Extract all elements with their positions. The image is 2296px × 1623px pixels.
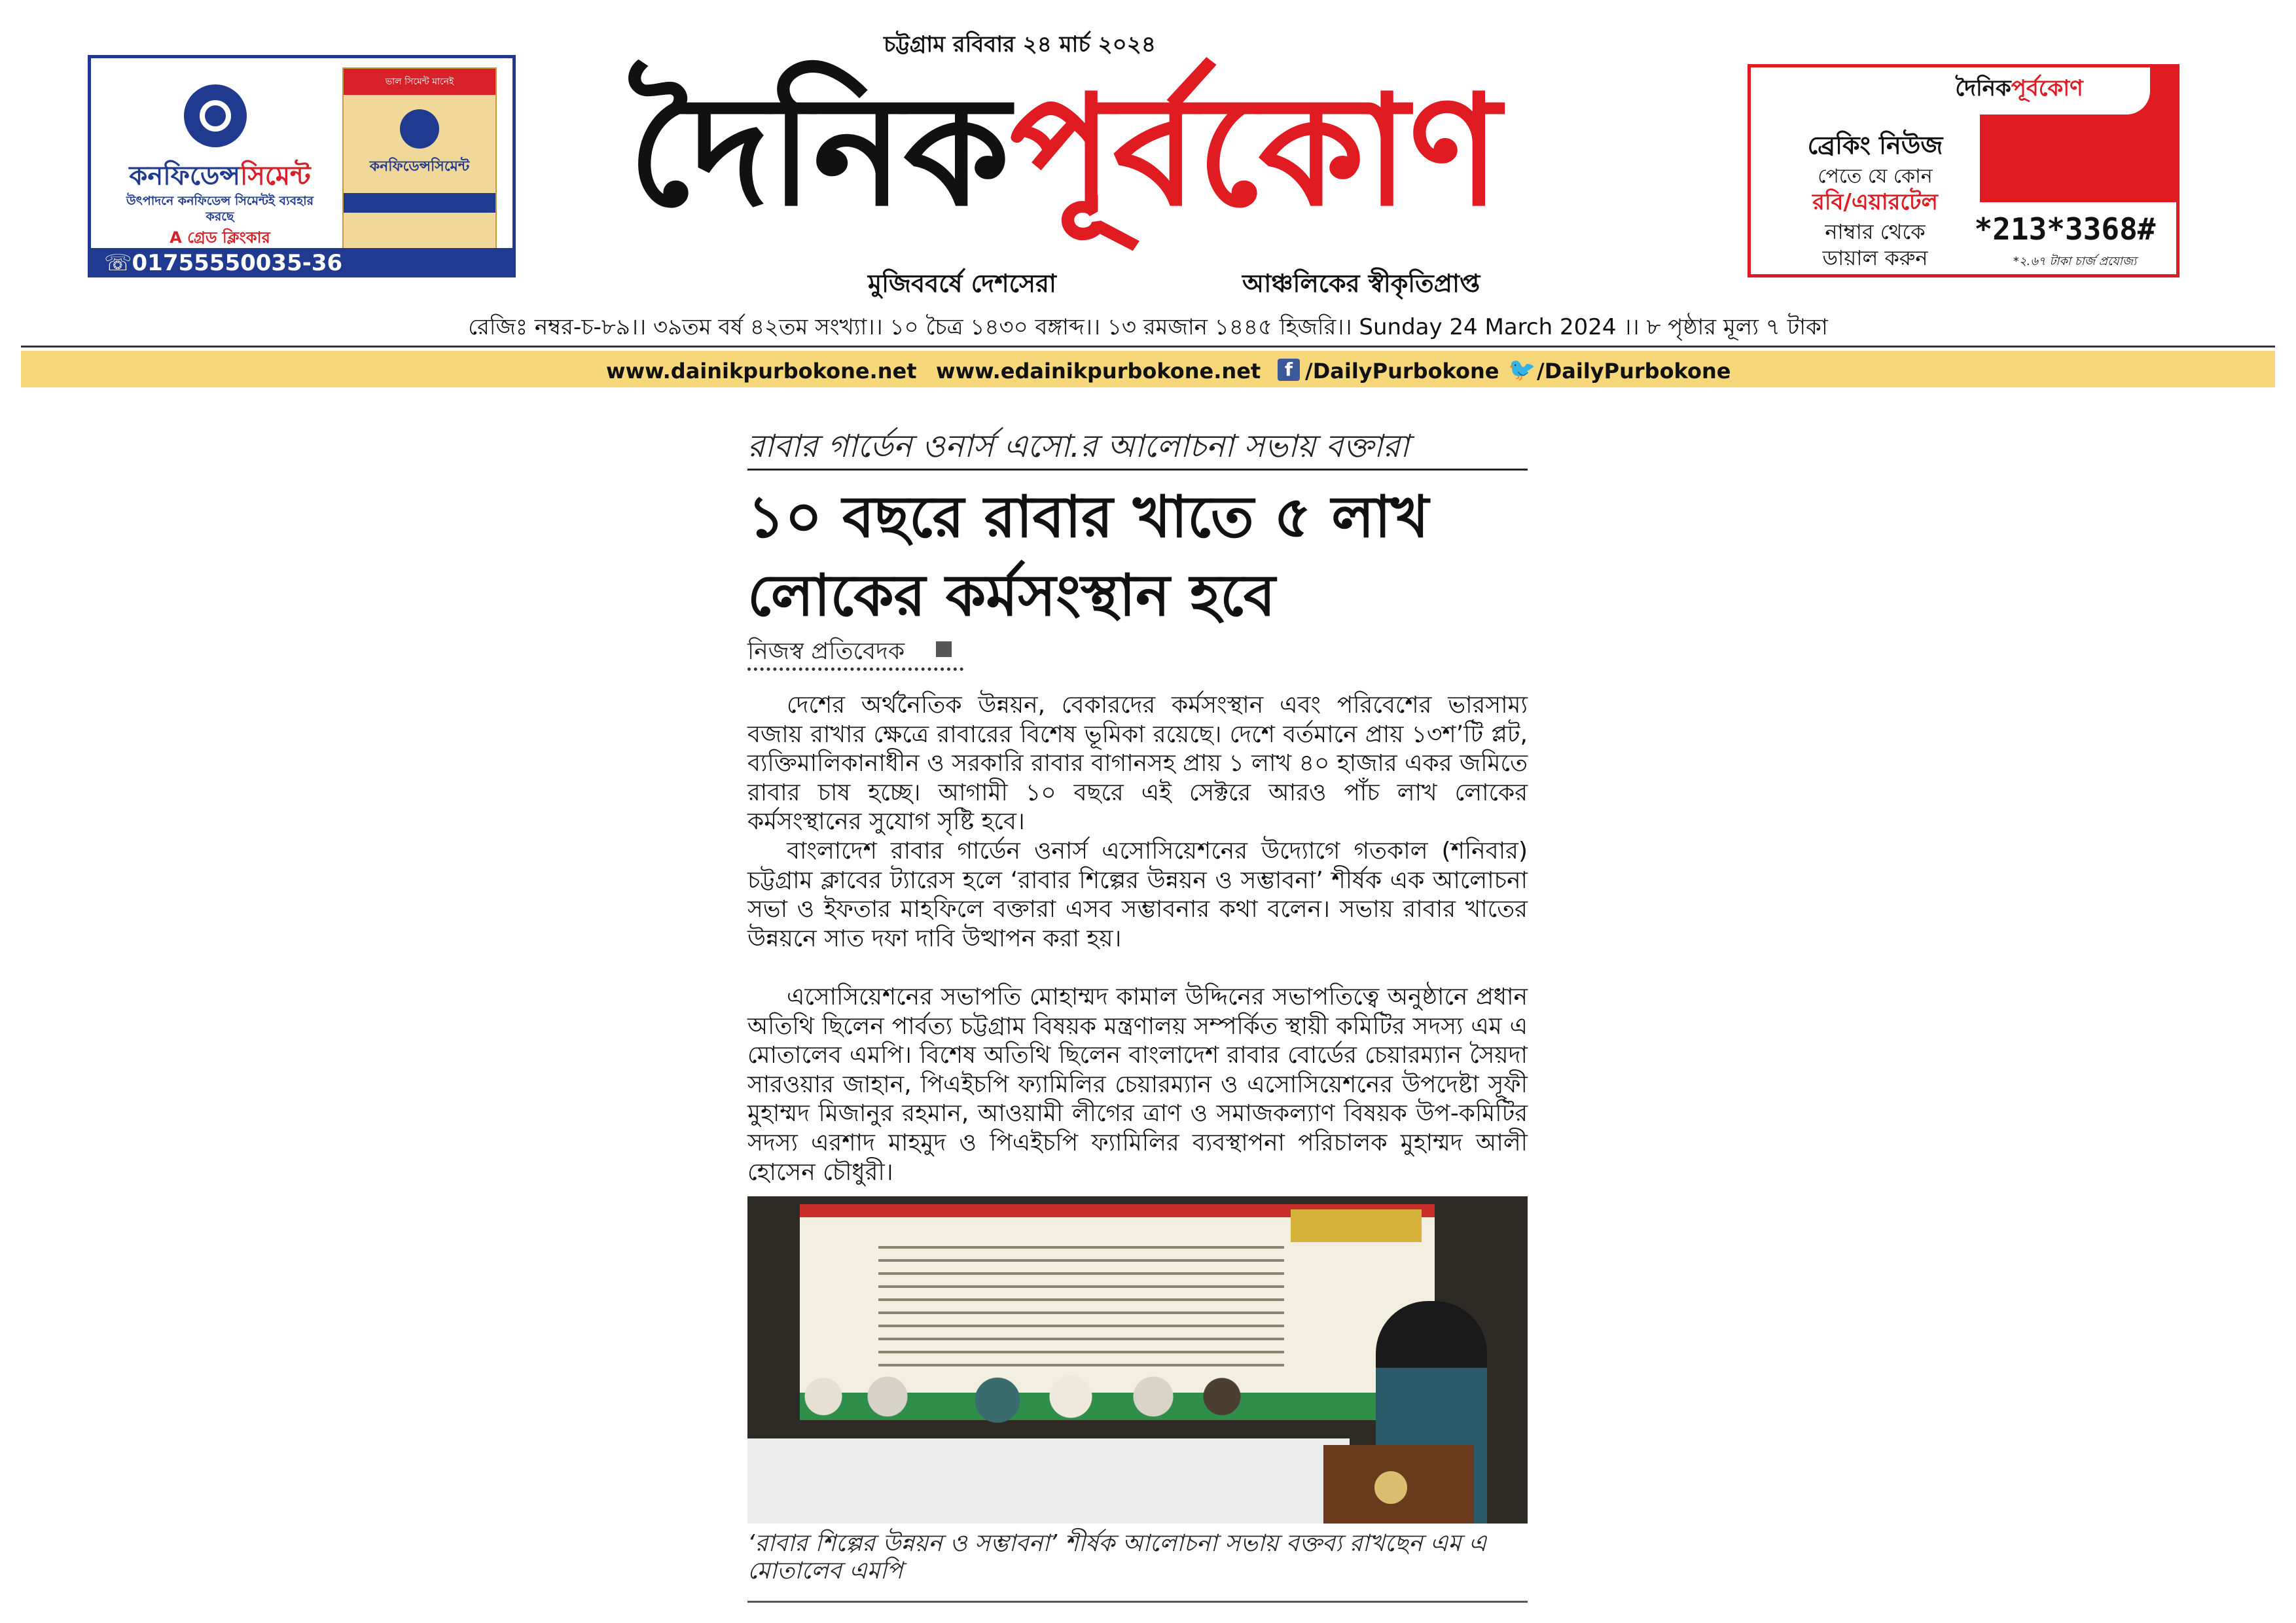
title-red: পূর্বকোণ (1009, 61, 1501, 240)
epaper-link[interactable]: www.edainikpurbokone.net (936, 359, 1261, 383)
head-table (747, 1438, 1350, 1524)
bag-logo-icon (400, 109, 439, 149)
bag-band (344, 193, 495, 213)
divider (21, 346, 2275, 348)
bag-top-text: ভাল সিমেন্ট মানেই (344, 69, 495, 95)
ad-charge-note: *২.৬৭ টাকা চার্জ প্রযোজ্য (2013, 255, 2137, 268)
ad-phone: ☏01755550035-36 (91, 248, 512, 277)
article-headline[interactable]: ১০ বছরে রাবার খাতে ৫ লাখ লোকের কর্মসংস্থান হবে (747, 483, 1429, 629)
seated-guests (787, 1368, 1245, 1440)
breaking-news-advertisement[interactable] (1748, 64, 2179, 277)
newspaper-title[interactable] (628, 52, 1649, 249)
twitter-icon[interactable]: 🐦 (1508, 357, 1536, 383)
article-paragraph: দেশের অর্থনৈতিক উন্নয়ন, বেকারদের কর্মসংস্থান এবং পরিবেশের ভারসাম্য বজায় রাখার ক্ষেত্রে রাবারের বিশেষ ভূমিকা রয়েছে। দেশে বর্তমানে প্রায় ১৩শ’টি প্লট, ব্যক্তিমালিকানাধীন ও সরকারি রাবার বাগানসহ প্রায় ১ লাখ ৪০ হাজার একর জমিতে রাবার চাষ হচ্ছে। আগামী ১০ বছরে এই সেক্টরে আরও পাঁচ লাখ লোকের কর্মসংস্থানের সুযোগ সৃষ্টি হবে। (747, 692, 1528, 836)
ad-line-5: ডায়াল করুন (1822, 245, 1928, 270)
cement-logo-icon (184, 84, 247, 147)
podium-emblem-icon (1374, 1471, 1407, 1504)
ad-tagline: উৎপাদনে কনফিডেন্স সিমেন্টই ব্যবহার করছে (126, 194, 314, 224)
dotted-separator (747, 668, 963, 671)
ad-dial-code: *213*3368# (1974, 211, 2156, 247)
issue-info-line: রেজিঃ নম্বর-চ-৮৯।। ৩৯তম বর্ষ ৪২তম সংখ্যা।। ১০ চৈত্র ১৪৩০ বঙ্গাব্দ।। ১৩ রমজান ১৪৪৫ হিজরি।। Sunday 24 March 2024 ।। ৮ পৃষ্ঠার মূল্য ৭ টাকা (468, 314, 1828, 340)
slogan-right: আঞ্চলিকের স্বীকৃতিপ্রাপ্ত (1242, 269, 1480, 298)
article-kicker: রাবার গার্ডেন ওনার্স এসো.র আলোচনা সভায় বক্তারা (747, 428, 1409, 465)
slogan-left: মুজিববর্ষে দেশসেরা (868, 269, 1056, 298)
ad-line-2: পেতে যে কোন (1818, 165, 1933, 188)
cement-bag-image (342, 67, 497, 264)
ad-grade: A গ্রেড ক্লিংকার (170, 228, 270, 247)
facebook-icon[interactable]: f (1278, 359, 1300, 381)
article-byline: নিজস্ব প্রতিবেদক (747, 638, 905, 665)
website-link[interactable]: www.dainikpurbokone.net (606, 359, 917, 383)
banner-text-lines (878, 1236, 1284, 1366)
twitter-link[interactable]: /DailyPurbokone (1537, 359, 1731, 383)
article-paragraph: বাংলাদেশ রাবার গার্ডেন ওনার্স এসোসিয়েশনের উদ্যোগে গতকাল (শনিবার) চট্টগ্রাম ক্লাবের ট্যারেস হলে ‘রাবার শিল্পের উন্নয়ন ও সম্ভাবনা’ শীর্ষক এক আলোচনা সভা ও ইফতার মাহফিলে বক্তারা এসব সম্ভাবনার কথা বলেন। সভায় রাবার খাতের উন্নয়নে সাত দফা দাবি উত্থাপন করা হয়। (747, 838, 1528, 952)
ad-line-3: রবি/এয়ারটেল (1812, 189, 1938, 215)
byline-square-icon (936, 641, 952, 657)
dateline: চট্টগ্রাম রবিবার ২৪ মার্চ ২০২৪ (884, 31, 1156, 58)
ad-line-4: নাম্বার থেকে (1825, 219, 1926, 244)
cement-advertisement[interactable] (88, 55, 516, 277)
article-photo[interactable] (747, 1196, 1528, 1524)
caption-rule (747, 1601, 1528, 1603)
title-black: দৈনিক (628, 61, 1010, 240)
photo-caption: ‘রাবার শিল্পের উন্নয়ন ও সম্ভাবনা’ শীর্ষক আলোচনা সভায় বক্তব্য রাখছেন এম এ মোতালেব এমপি (747, 1530, 1487, 1584)
facebook-link[interactable]: /DailyPurbokone (1305, 359, 1499, 383)
kicker-rule (747, 469, 1528, 471)
ad-breaking: ব্রেকিং নিউজ (1807, 131, 1943, 160)
ad-brand-name: কনফিডেন্সসিমেন্ট (129, 161, 311, 191)
banner-gold-label (1291, 1209, 1422, 1242)
article-paragraph: এসোসিয়েশনের সভাপতি মোহাম্মদ কামাল উদ্দিনের সভাপতিত্বে অনুষ্ঠানে প্রধান অতিথি ছিলেন পার্বত্য চট্টগ্রাম বিষয়ক মন্ত্রণালয় সম্পর্কিত স্থায়ী কমিটির সদস্য এম এ মোতালেব এমপি। বিশেষ অতিথি ছিলেন বাংলাদেশ রাবার বোর্ডের চেয়ারম্যান সৈয়দা সারওয়ার জাহান, পিএইচপি ফ্যামিলির চেয়ারম্যান ও এসোসিয়েশনের উপদেষ্টা সূফী মুহাম্মদ মিজানুর রহমান, আওয়ামী লীগের ত্রাণ ও সমাজকল্যাণ বিষয়ক উপ-কমিটির সদস্য এরশাদ মাহমুদ ও পিএইচপি ফ্যামিলির ব্যবস্থাপনা পরিচালক মুহাম্মদ আলী হোসেন চৌধুরী। (747, 984, 1528, 1186)
ad-pill-logo: দৈনিকপূর্বকোণ (1888, 67, 2150, 115)
bag-brand-text: কনফিডেন্সসিমেন্ট (369, 158, 470, 175)
